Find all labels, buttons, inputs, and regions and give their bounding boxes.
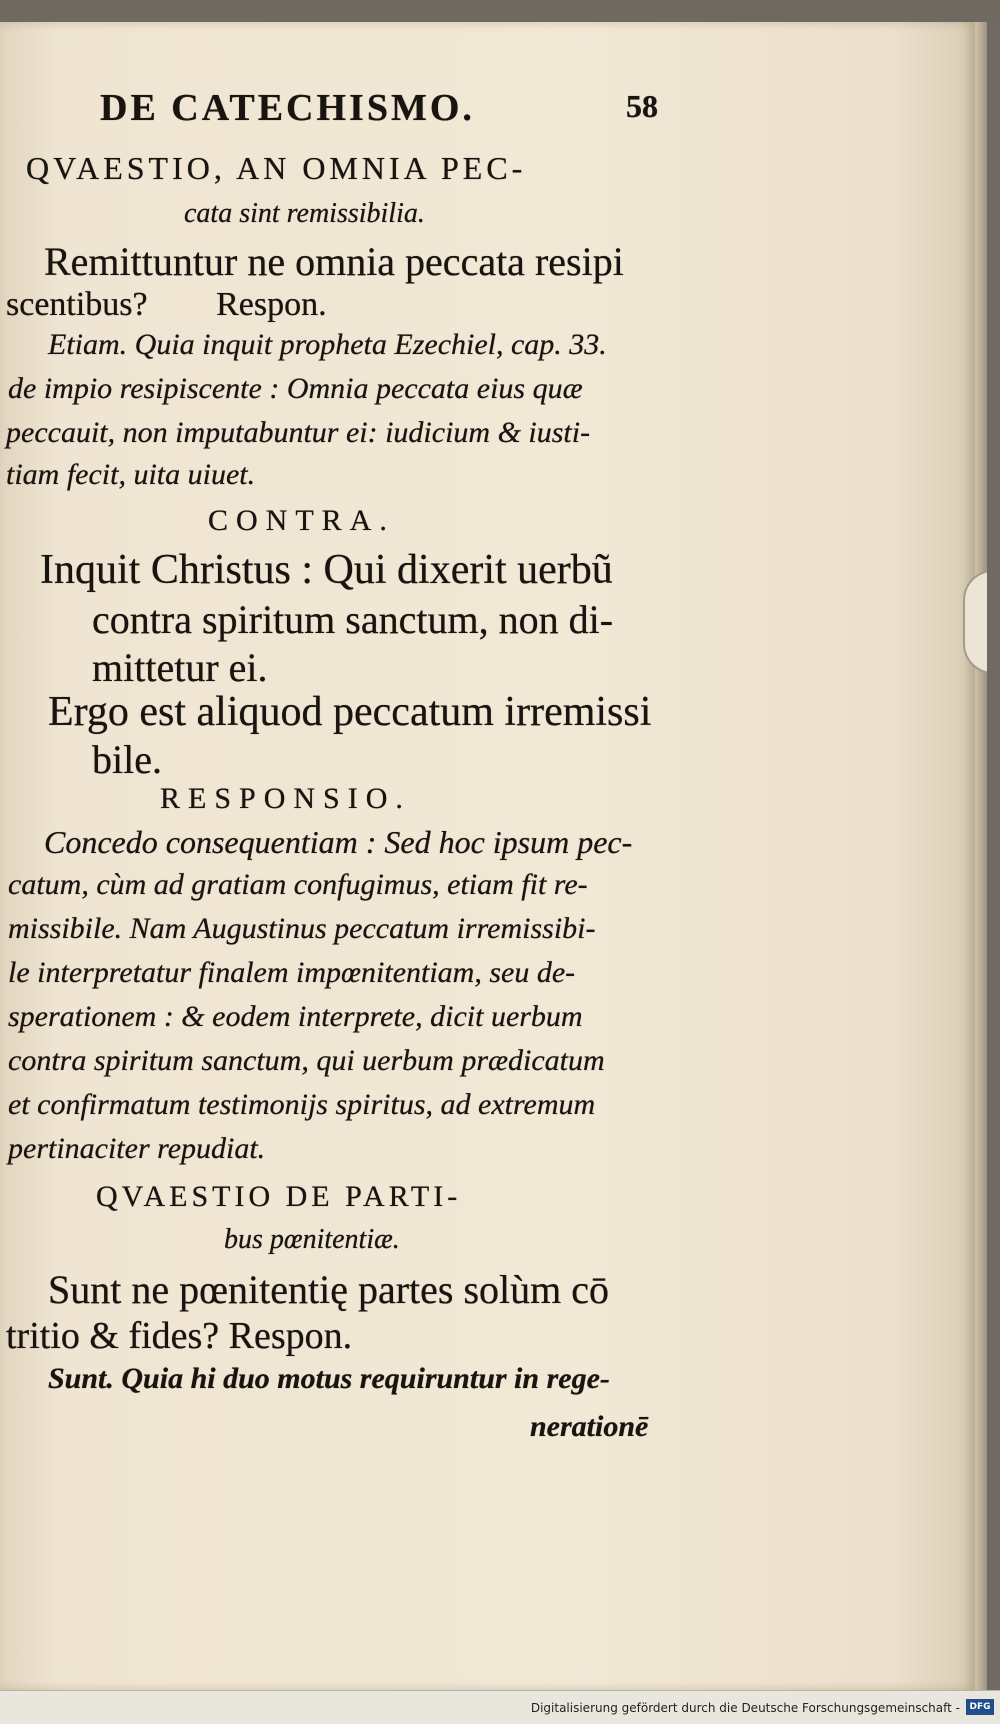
dfg-logo: DFG (966, 1699, 994, 1715)
question-heading: QVAESTIO, AN OMNIA PEC- (26, 150, 527, 186)
question-text: scentibus? Respon. (6, 286, 327, 323)
contra-heading: CONTRA. (208, 504, 395, 537)
page-edge (975, 22, 987, 1690)
objection-text: mittetur ei. (92, 645, 268, 690)
response-text: Concedo consequentiam : Sed hoc ipsum pec- (44, 824, 633, 860)
response-text: pertinaciter repudiat. (8, 1132, 266, 1165)
answer-text: Etiam. Quia inquit propheta Ezechiel, cap. 33. (48, 328, 607, 361)
response-text: le interpretatur finalem impœnitentiam, seu de- (8, 956, 576, 989)
running-title: DE CATECHISMO. (100, 87, 475, 129)
response-text: contra spiritum sanctum, qui uerbum prædicatum (8, 1044, 605, 1077)
objection-text: Inquit Christus : Qui dixerit uerbũ (40, 547, 613, 593)
response-text: catum, cùm ad gratiam confugimus, etiam fit re- (8, 868, 588, 901)
scan-top-border (0, 0, 1000, 22)
question-text-2: Sunt ne pœnitentię partes solùm cō (48, 1267, 610, 1312)
answer-text-2: Sunt. Quia hi duo motus requiruntur in rege- (48, 1362, 610, 1395)
objection-text: bile. (92, 737, 162, 782)
footer-credit: Digitalisierung gefördert durch die Deutsche Forschungsgemeinschaft - (530, 1701, 960, 1715)
answer-text: de impio resipiscente : Omnia peccata eius quæ (8, 372, 583, 405)
question-heading-2-cont: bus pœnitentiæ. (224, 1224, 400, 1255)
answer-text: tiam fecit, uita uiuet. (6, 458, 256, 491)
folio-number: 58 (626, 88, 658, 124)
question-heading-cont: cata sint remissibilia. (184, 198, 425, 229)
catchword: nerationē (530, 1410, 649, 1443)
objection-text: contra spiritum sanctum, non di- (92, 597, 614, 642)
answer-text: peccauit, non imputabuntur ei: iudicium & iusti- (6, 416, 591, 449)
question-heading-2: QVAESTIO DE PARTI- (96, 1180, 462, 1213)
scan-right-border (987, 22, 1000, 1690)
objection-text: Ergo est aliquod peccatum irremissi (48, 689, 652, 735)
question-text-2: tritio & fides? Respon. (6, 1315, 353, 1357)
footer-bar (0, 1690, 1000, 1724)
responsio-heading: RESPONSIO. (160, 782, 411, 815)
response-text: et confirmatum testimonijs spiritus, ad extremum (8, 1088, 596, 1121)
book-page (0, 22, 975, 1690)
response-text: sperationem : & eodem interprete, dicit uerbum (8, 1000, 583, 1033)
response-text: missibile. Nam Augustinus peccatum irremissibi- (8, 912, 596, 945)
question-text: Remittuntur ne omnia peccata resipi (44, 239, 624, 284)
